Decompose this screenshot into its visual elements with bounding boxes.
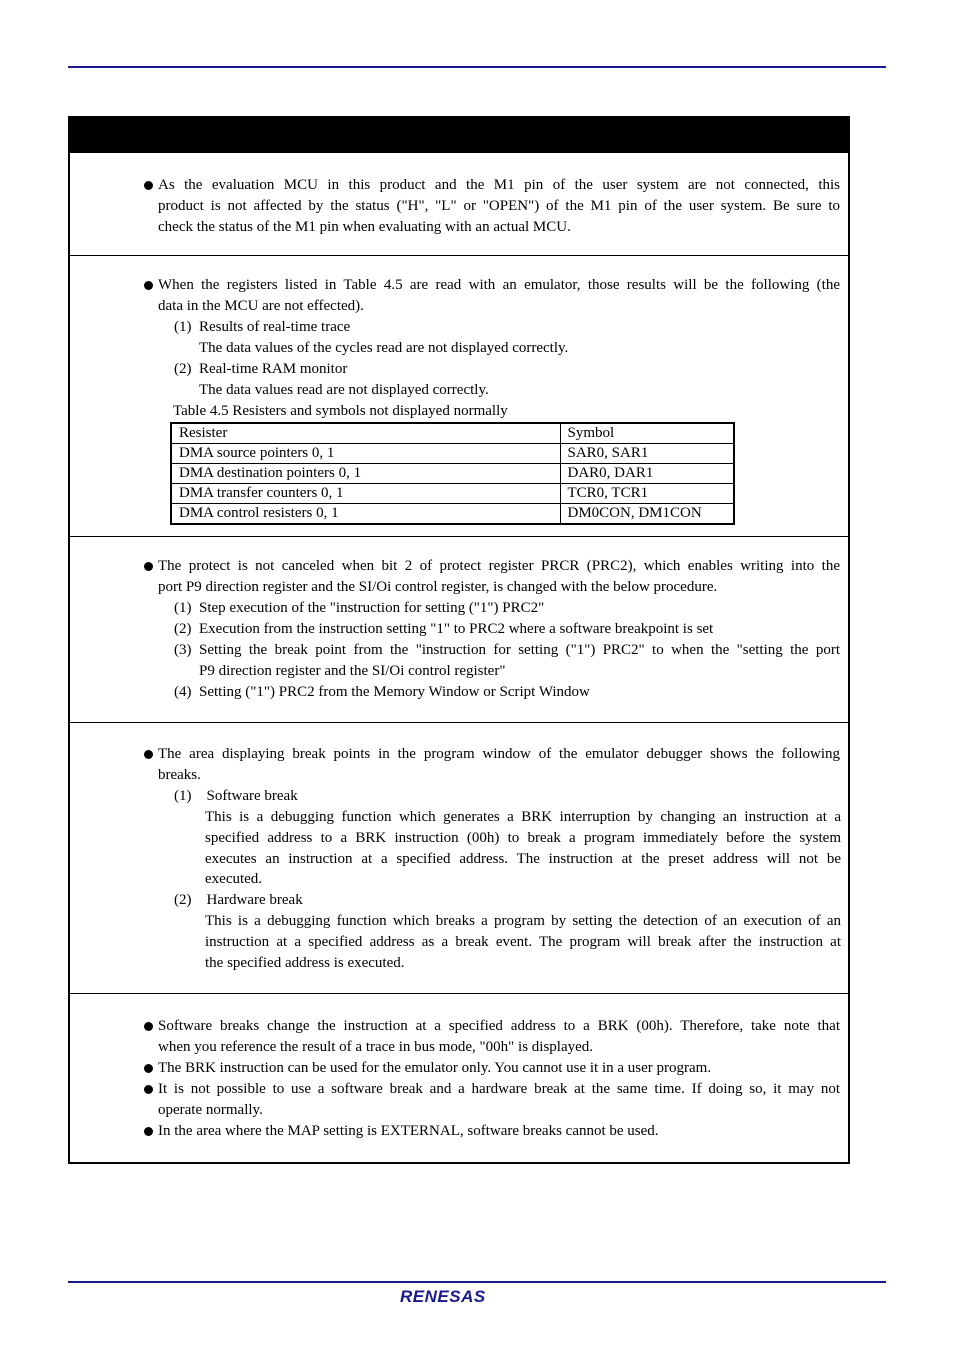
frame-header-bar xyxy=(70,118,848,153)
software-breaks-paragraph-2: The BRK instruction can be used for the emulator only. You cannot use it in a user program. xyxy=(158,1058,840,1079)
protect-paragraph: The protect is not canceled when bit 2 of protect register PRCR (PRC2), which enables writing into the port P9 direction register and the SI/Oi control register, is changed with the below procedure. xyxy=(158,556,840,598)
m1-paragraph: As the evaluation MCU in this product and the M1 pin of the user system are not connected, this product is not affected by the status ("H", "L" or "OPEN") of the M1 pin of the user system. Be sure to check the status of the M1 pin when evaluating with an actual MCU. xyxy=(158,175,840,237)
header-rule xyxy=(68,66,886,68)
registers-paragraph: When the registers listed in Table 4.5 are read with an emulator, those results will be the following (the data in the MCU are not effected). xyxy=(158,275,840,317)
registers-item-2: (2) Real-time RAM monitor xyxy=(174,361,348,377)
bullet-icon xyxy=(144,1022,153,1031)
bullet-icon xyxy=(144,1085,153,1094)
protect-item-4: (4) Setting ("1") PRC2 from the Memory Window or Script Window xyxy=(174,684,590,700)
resister-table xyxy=(170,422,735,525)
renesas-logo: RENESAS xyxy=(400,1287,486,1306)
protect-item-2: (2) Execution from the instruction setting "1" to PRC2 where a software breakpoint is set xyxy=(174,621,714,637)
section-breaks xyxy=(70,722,848,994)
section-m1-pin xyxy=(70,153,848,255)
notes-frame xyxy=(68,116,850,1164)
software-breaks-paragraph-4: In the area where the MAP setting is EXTERNAL, software breaks cannot be used. xyxy=(158,1121,840,1142)
breaks-item-2: (2) Hardware break xyxy=(174,892,303,908)
section-software-breaks xyxy=(70,993,848,1163)
bullet-icon xyxy=(144,181,153,190)
protect-item-1: (1) Step execution of the "instruction for setting ("1") PRC2" xyxy=(174,600,545,616)
registers-item-2-desc: The data values read are not displayed correctly. xyxy=(199,382,489,398)
table-row: DMA control resisters 0, 1 DM0CON, DM1CON xyxy=(171,504,734,525)
footer-rule xyxy=(68,1281,886,1283)
table-caption: Table 4.5 Resisters and symbols not displayed normally xyxy=(173,403,508,419)
software-break-desc: This is a debugging function which generates a BRK interruption by changing an instruction at a specified address to a BRK instruction (00h) to break a program immediately before the system executes an instruction at a specified address. The instruction at the preset address will not be executed. xyxy=(205,809,841,888)
section-protect xyxy=(70,536,848,723)
software-breaks-paragraph-3: It is not possible to use a software break and a hardware break at the same time. If doing so, it may not operate normally. xyxy=(158,1079,840,1121)
breaks-item-1: (1) Software break xyxy=(174,788,298,804)
table-row: DMA destination pointers 0, 1 DAR0, DAR1 xyxy=(171,464,734,484)
bullet-icon xyxy=(144,1064,153,1073)
table-row: DMA source pointers 0, 1 SAR0, SAR1 xyxy=(171,444,734,464)
bullet-icon xyxy=(144,562,153,571)
section-registers xyxy=(70,255,848,537)
registers-item-1: (1) Results of real-time trace xyxy=(174,319,351,335)
bullet-icon xyxy=(144,1127,153,1136)
hardware-break-desc: This is a debugging function which breaks a program by setting the detection of an execution of an instruction at a specified address as a break event. The program will break after the instruction at the specified address is executed. xyxy=(205,913,841,971)
breaks-paragraph: The area displaying break points in the program window of the emulator debugger shows the following breaks. xyxy=(158,744,840,786)
table-row: DMA transfer counters 0, 1 TCR0, TCR1 xyxy=(171,484,734,504)
bullet-icon xyxy=(144,281,153,290)
table-header-row: Resister Symbol xyxy=(171,423,734,444)
software-breaks-paragraph-1: Software breaks change the instruction at a specified address to a BRK (00h). Therefore, take note that when you reference the result of a trace in bus mode, "00h" is displayed. xyxy=(158,1016,840,1058)
registers-item-1-desc: The data values of the cycles read are not displayed correctly. xyxy=(199,340,569,356)
protect-item-3: (3) Setting the break point from the "instruction for setting ("1") PRC2" to when the "setting the port P9 direction register and the SI/Oi control register" xyxy=(174,642,840,679)
bullet-icon xyxy=(144,750,153,759)
